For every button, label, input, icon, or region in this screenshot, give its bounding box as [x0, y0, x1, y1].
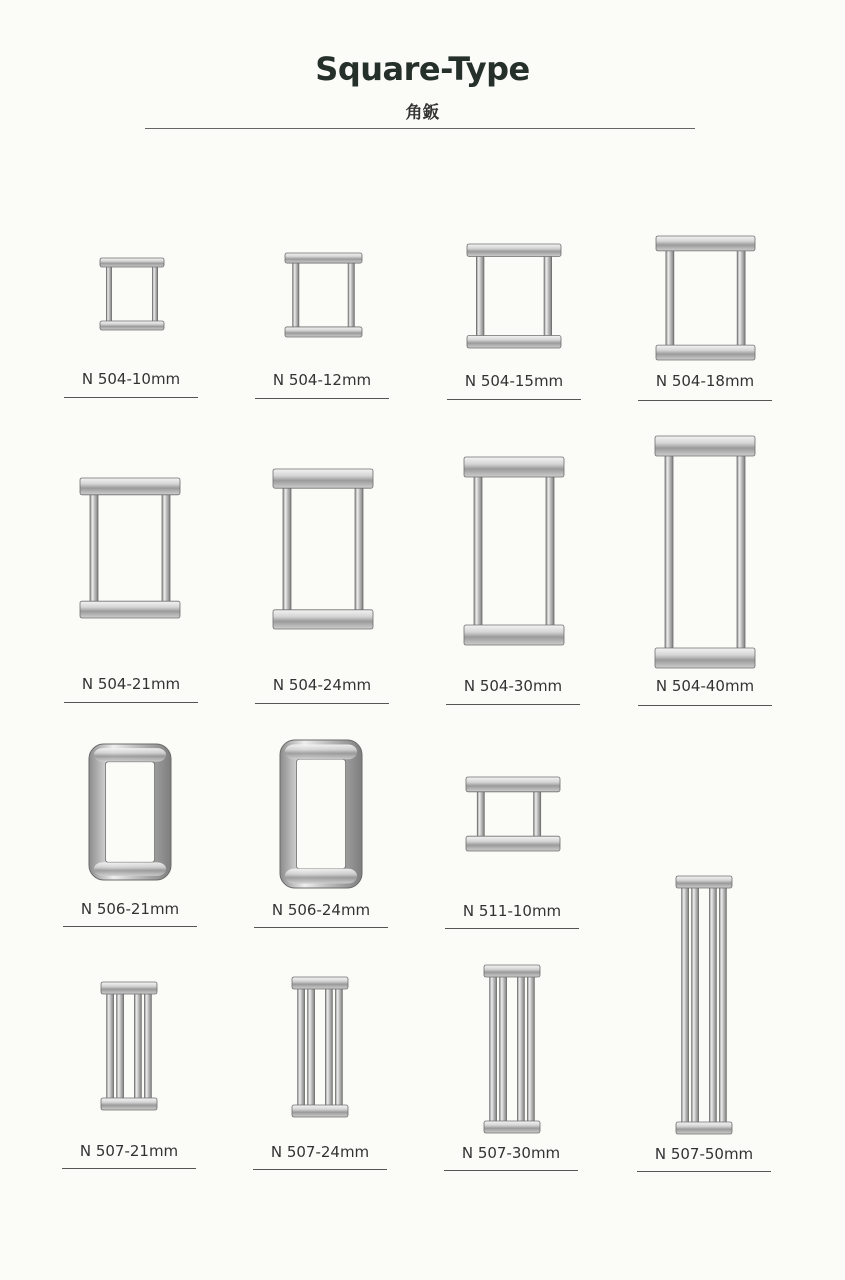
label-underline — [638, 705, 772, 706]
label-underline — [447, 399, 581, 400]
buckle-drawing — [292, 977, 348, 1117]
product-code-label: N 507-24mm — [270, 1143, 370, 1161]
label-underline — [255, 703, 389, 704]
label-underline — [638, 400, 772, 401]
product-code-label: N 507-21mm — [79, 1142, 179, 1160]
buckle-drawing — [100, 258, 164, 330]
product-code-label: N 504-15mm — [464, 372, 564, 390]
label-underline — [637, 1171, 771, 1172]
buckle-image — [89, 744, 171, 880]
label-underline — [62, 1168, 196, 1169]
buckle-drawing — [464, 457, 564, 645]
buckle-image — [285, 253, 362, 337]
buckle-image — [676, 876, 732, 1134]
label-underline — [444, 1170, 578, 1171]
page-title: Square-Type — [315, 50, 530, 88]
buckle-image — [466, 777, 560, 851]
product-code-label: N 504-30mm — [463, 677, 563, 695]
buckle-image — [656, 236, 755, 360]
buckle-drawing — [676, 876, 732, 1134]
product-code-label: N 504-18mm — [655, 372, 755, 390]
label-underline — [254, 927, 388, 928]
buckle-drawing — [280, 740, 362, 888]
buckle-drawing — [467, 244, 561, 348]
label-underline — [445, 928, 579, 929]
buckle-image — [273, 469, 373, 629]
buckle-drawing — [656, 236, 755, 360]
buckle-image — [484, 965, 540, 1133]
buckle-image — [292, 977, 348, 1117]
buckle-image — [101, 982, 157, 1110]
label-underline — [255, 398, 389, 399]
label-underline — [64, 397, 198, 398]
buckle-drawing — [285, 253, 362, 337]
label-underline — [253, 1169, 387, 1170]
product-code-label: N 504-12mm — [272, 371, 372, 389]
buckle-image — [100, 258, 164, 330]
buckle-drawing — [484, 965, 540, 1133]
product-code-label: N 507-30mm — [461, 1144, 561, 1162]
buckle-image — [464, 457, 564, 645]
buckle-drawing — [101, 982, 157, 1110]
buckle-image — [467, 244, 561, 348]
buckle-image — [280, 740, 362, 888]
product-code-label: N 504-21mm — [81, 675, 181, 693]
product-code-label: N 506-24mm — [271, 901, 371, 919]
product-code-label: N 504-24mm — [272, 676, 372, 694]
buckle-drawing — [466, 777, 560, 851]
label-underline — [446, 704, 580, 705]
page-subtitle: 角鈑 — [405, 103, 440, 123]
buckle-image — [655, 436, 755, 668]
product-code-label: N 504-40mm — [655, 677, 755, 695]
label-underline — [64, 702, 198, 703]
label-underline — [63, 926, 197, 927]
buckle-drawing — [655, 436, 755, 668]
product-code-label: N 511-10mm — [462, 902, 562, 920]
buckle-drawing — [89, 744, 171, 880]
product-code-label: N 507-50mm — [654, 1145, 754, 1163]
buckle-drawing — [80, 478, 180, 618]
buckle-image — [80, 478, 180, 618]
title-divider — [145, 128, 695, 129]
buckle-drawing — [273, 469, 373, 629]
product-code-label: N 506-21mm — [80, 900, 180, 918]
product-code-label: N 504-10mm — [81, 370, 181, 388]
